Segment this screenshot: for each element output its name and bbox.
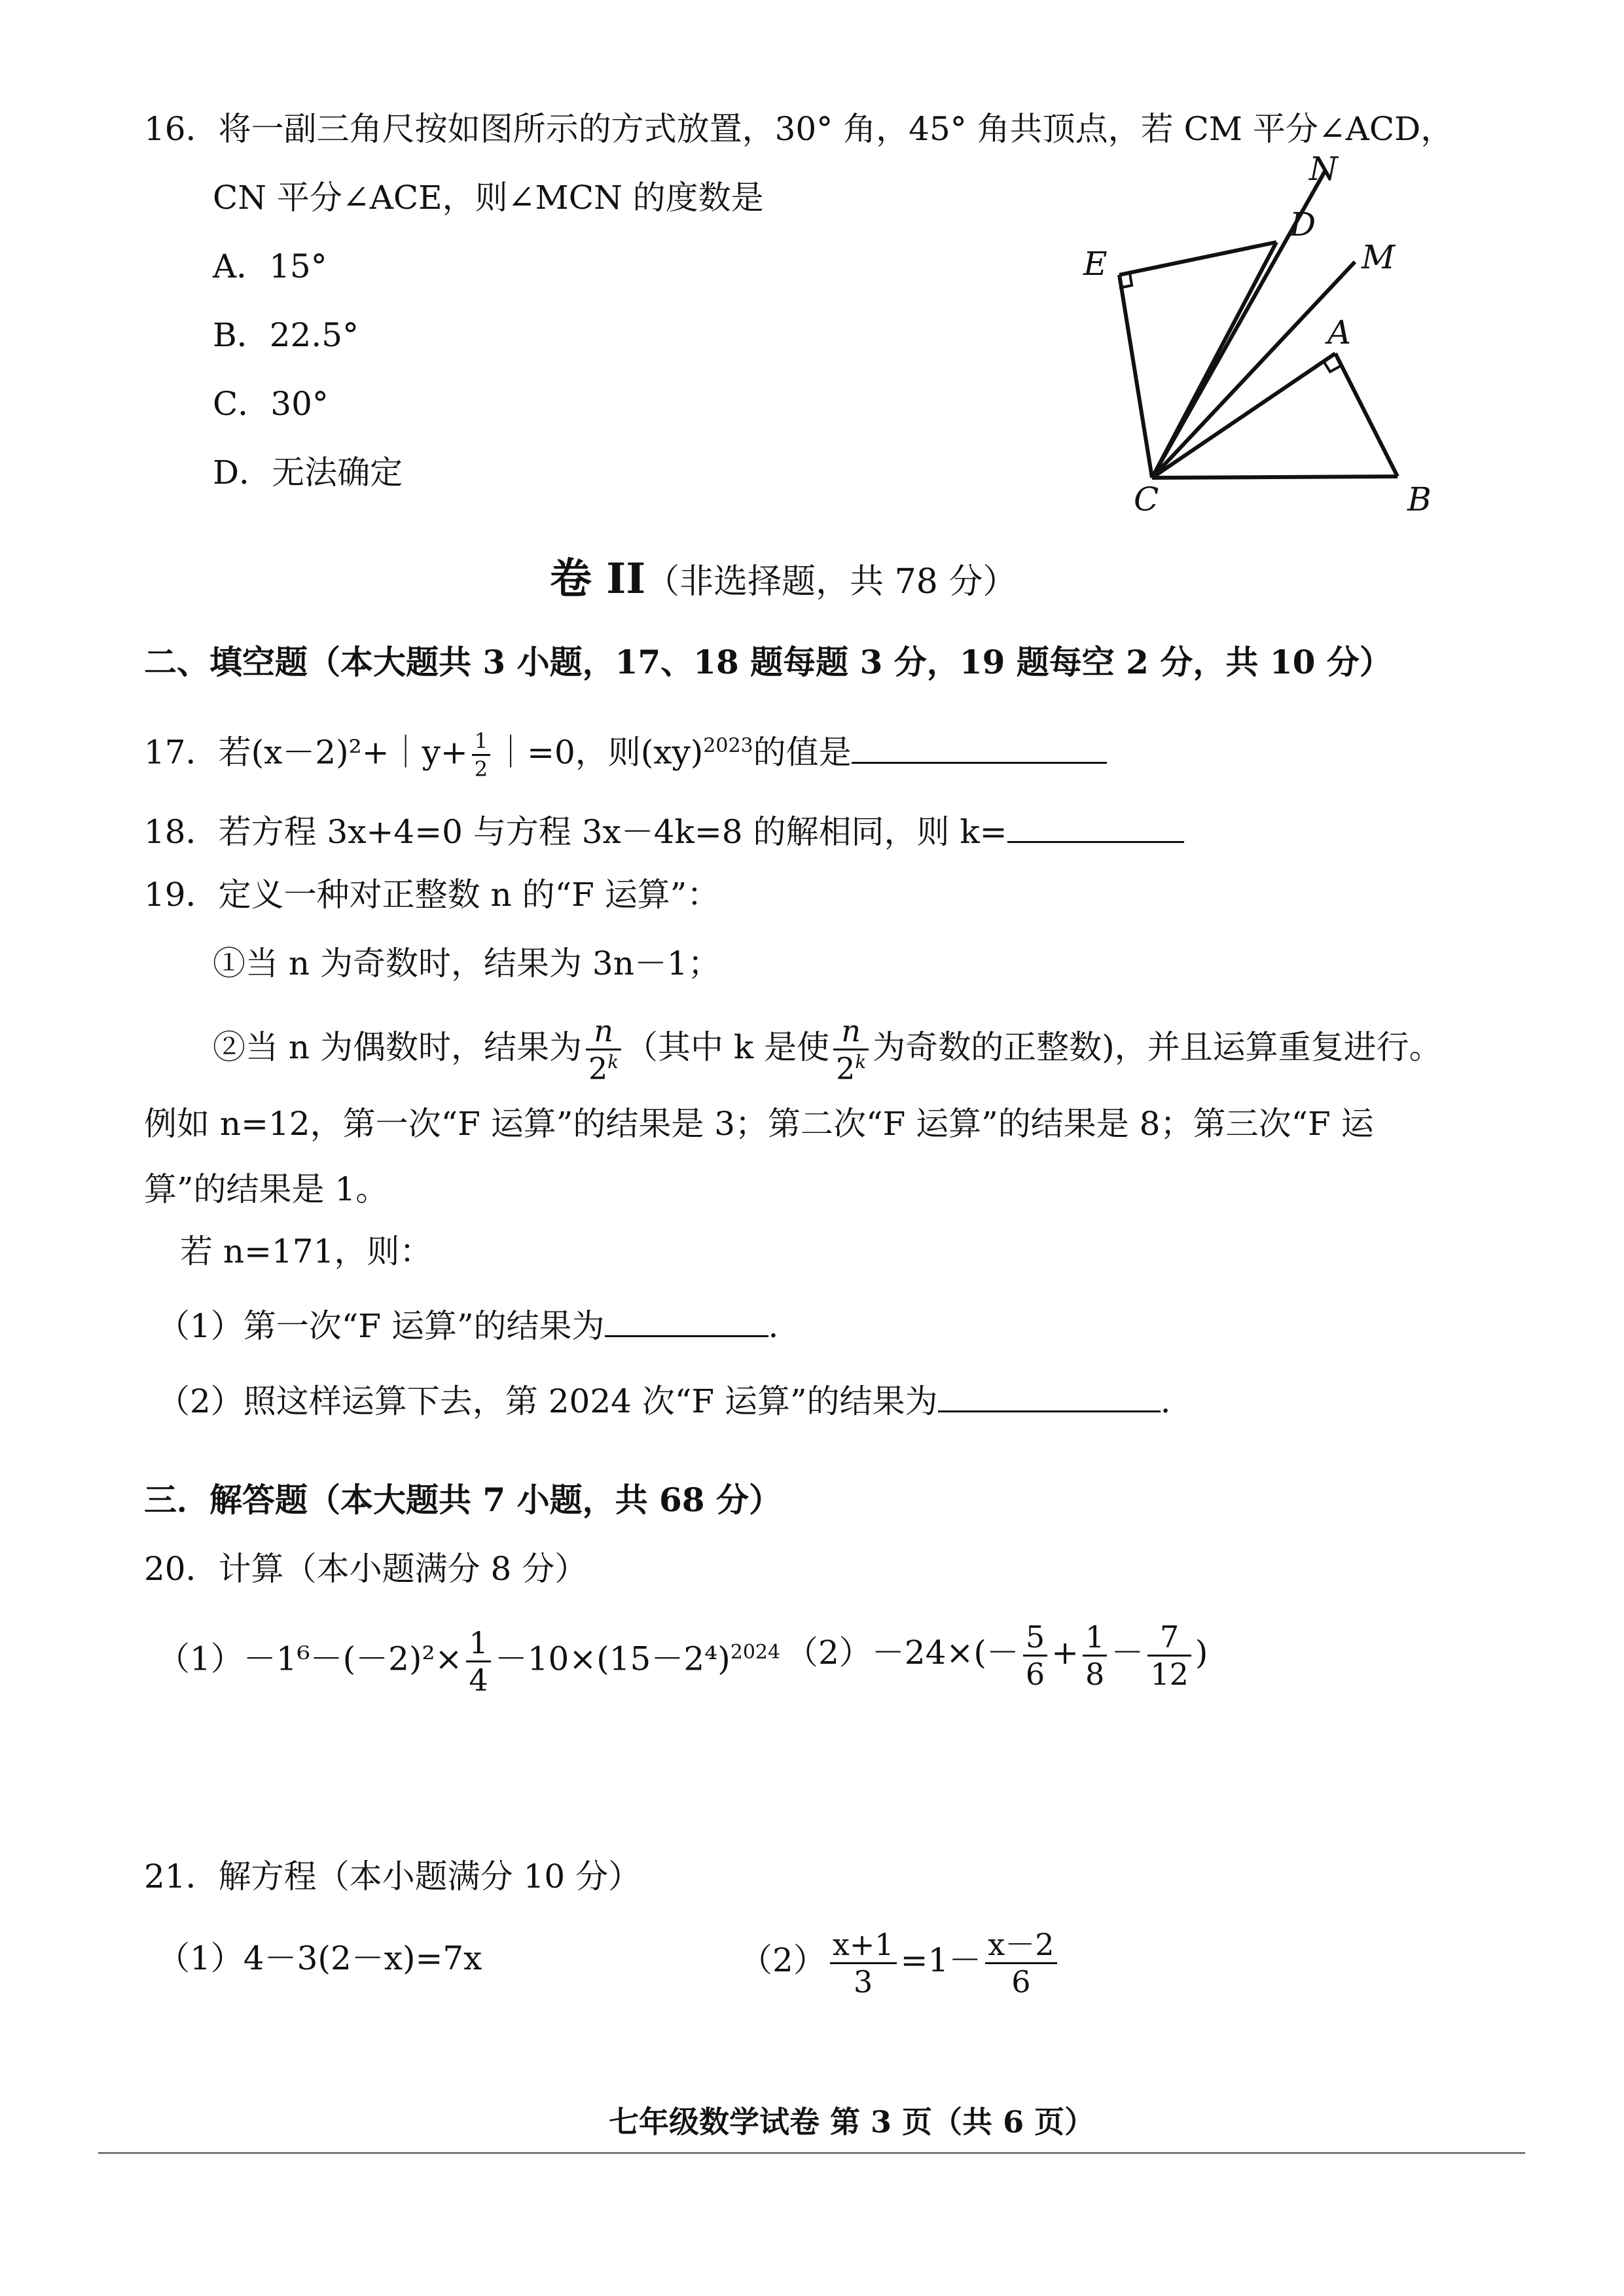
q19-rule2 <box>213 1011 1442 1084</box>
q20-p1-frac-num: 1 <box>466 1628 490 1662</box>
label-C: C <box>1134 480 1159 517</box>
segment-CB <box>1152 476 1398 478</box>
q20-p2-plus: + <box>1051 1634 1079 1672</box>
q17-prefix: 17．若(x－2)²+｜y+ <box>144 733 468 772</box>
q20-p2-fraction-3 <box>1147 1619 1191 1692</box>
q19-sub1-answer-blank[interactable] <box>605 1302 768 1337</box>
segment-ED <box>1119 242 1276 275</box>
q20-p2-fraction-1 <box>1023 1619 1047 1692</box>
q19-rule1: ①当 n 为奇数时，结果为 3n－1； <box>213 944 721 982</box>
q18 <box>144 808 1184 853</box>
q20-p2-end: ) <box>1195 1634 1208 1672</box>
q19-sub1-period: . <box>768 1307 779 1345</box>
q16-line1: 16．将一副三角尺按如图所示的方式放置，30° 角，45° 角共顶点，若 CM 平分∠ACD， <box>144 110 1454 148</box>
q21-part1: （1）4－3(2－x)=7x <box>157 1939 482 1977</box>
q19-sub2-answer-blank[interactable] <box>938 1378 1161 1412</box>
q18-answer-blank[interactable] <box>1007 808 1184 843</box>
part2-title <box>550 553 1017 608</box>
page-footer: 七年级数学试卷 第 3 页（共 6 页） <box>609 2104 1095 2140</box>
part2-title-sub: （非选择题，共 78 分） <box>645 562 1017 601</box>
q17-exponent: 2023 <box>703 734 753 757</box>
q21-p2-frac1-den: 3 <box>854 1964 873 2000</box>
label-N: N <box>1309 151 1338 188</box>
part2-title-main: 卷 II <box>550 554 646 603</box>
q21-p2-frac2-den: 6 <box>1011 1964 1031 2000</box>
section3-heading: 三．解答题（本大题共 7 小题，共 68 分） <box>144 1480 782 1519</box>
q19-sub2-period: . <box>1160 1382 1171 1420</box>
segment-EC <box>1119 275 1152 478</box>
section2-heading: 二、填空题（本大题共 3 小题，17、18 题每题 3 分，19 题每空 2 分，共 10 分） <box>144 643 1392 681</box>
q19-fraction-1 <box>586 1013 621 1086</box>
q21-p2-frac1-num: x+1 <box>830 1929 897 1964</box>
q21-p2-fraction-2 <box>985 1926 1056 2000</box>
q19-example-line2: 算”的结果是 1。 <box>144 1170 389 1208</box>
q20-p2-fraction-2 <box>1083 1619 1107 1692</box>
q17 <box>144 725 1107 780</box>
label-E: E <box>1083 245 1108 283</box>
q19-sub1 <box>157 1302 778 1347</box>
q20-p2-frac2-den: 8 <box>1085 1656 1105 1692</box>
q17-frac-num: 1 <box>472 730 490 756</box>
q16-option-a: A．15° <box>213 247 327 285</box>
label-D: D <box>1290 206 1316 243</box>
q19-frac2-exp: k <box>855 1051 867 1073</box>
q19-sub2-text: （2）照这样运算下去，第 2024 次“F 运算”的结果为 <box>157 1382 938 1420</box>
q19-sub2 <box>157 1378 1170 1422</box>
q20-part1 <box>157 1617 781 1698</box>
q19-frac1-den: 2 <box>588 1050 608 1086</box>
q19-rule2-a: ②当 n 为偶数时，结果为 <box>213 1028 582 1066</box>
q20-p1-exponent: 2024 <box>730 1641 781 1664</box>
q17-fraction <box>472 730 490 780</box>
q21-p2-fraction-1 <box>830 1926 897 2000</box>
segment-AB <box>1335 353 1398 476</box>
q16-line2: CN 平分∠ACE，则∠MCN 的度数是 <box>213 179 764 217</box>
q17-frac-den: 2 <box>474 757 488 782</box>
q19-rule2-c: 为奇数的正整数)，并且运算重复进行。 <box>873 1028 1442 1066</box>
label-B: B <box>1407 480 1432 517</box>
q20-p2-frac3-den: 12 <box>1150 1656 1189 1692</box>
q20-p2-frac1-den: 6 <box>1025 1656 1045 1692</box>
q19-given: 若 n=171，则： <box>180 1232 433 1270</box>
q21-p2-mid: =1－ <box>900 1941 982 1979</box>
footer-rule <box>98 2152 1525 2154</box>
q21-part2 <box>740 1921 1061 2000</box>
q18-text: 18．若方程 3x+4=0 与方程 3x－4k=8 的解相同，则 k= <box>144 813 1007 851</box>
q20-title: 20．计算（本小题满分 8 分） <box>144 1550 588 1588</box>
q20-p2-a: （2）－24×(－ <box>785 1634 1019 1672</box>
q20-part2 <box>785 1617 1208 1692</box>
triangle-figure <box>1021 151 1466 517</box>
q20-p1-fraction <box>466 1625 490 1698</box>
q17-suffix: 的值是 <box>753 733 852 772</box>
label-A: A <box>1327 314 1352 351</box>
q17-mid: ｜=0，则(xy) <box>494 733 704 772</box>
q20-p1-frac-den: 4 <box>469 1662 488 1698</box>
q21-p2-label: （2） <box>740 1941 826 1979</box>
q21-title: 21．解方程（本小题满分 10 分） <box>144 1857 641 1895</box>
q16-option-c: C．30° <box>213 385 329 423</box>
q20-p2-frac3-num: 7 <box>1147 1622 1191 1657</box>
q20-p2-frac1-num: 5 <box>1023 1622 1047 1657</box>
q19-frac1-exp: k <box>607 1051 619 1073</box>
q20-p1-b: －10×(15－2⁴) <box>494 1640 731 1678</box>
q19-frac1-num: n <box>586 1016 621 1050</box>
q21-p2-frac2-num: x－2 <box>985 1929 1056 1964</box>
q19-fraction-2 <box>833 1013 869 1086</box>
q19-rule2-b: （其中 k 是使 <box>625 1028 830 1066</box>
q16-option-b: B．22.5° <box>213 316 359 354</box>
q19-example-line1: 例如 n=12，第一次“F 运算”的结果是 3；第二次“F 运算”的结果是 8；第三次“F 运 <box>144 1105 1374 1143</box>
q19-sub1-text: （1）第一次“F 运算”的结果为 <box>157 1307 605 1345</box>
q19-frac2-num: n <box>833 1016 869 1050</box>
q20-p2-frac2-num: 1 <box>1083 1622 1107 1657</box>
label-M: M <box>1362 238 1396 276</box>
segment-CA <box>1152 353 1335 478</box>
q19-frac2-den: 2 <box>836 1050 856 1086</box>
q19-intro: 19．定义一种对正整数 n 的“F 运算”： <box>144 876 720 914</box>
q16-option-d: D．无法确定 <box>213 454 403 492</box>
q20-p1-a: （1）－1⁶－(－2)²× <box>157 1640 463 1678</box>
q20-p2-minus: － <box>1111 1634 1144 1672</box>
q17-answer-blank[interactable] <box>852 729 1107 764</box>
